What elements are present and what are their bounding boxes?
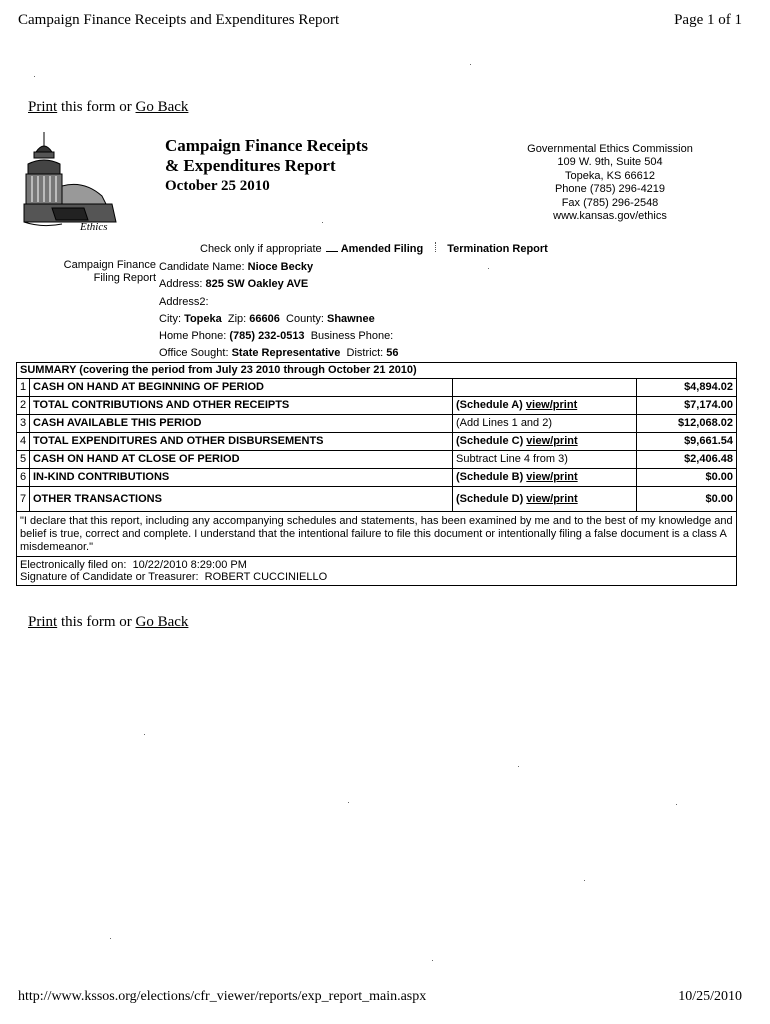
row-amount: $12,068.02	[677, 417, 733, 429]
row-schedule	[453, 379, 637, 396]
county-label: County:	[286, 312, 324, 325]
amended-filing-label: Amended Filing	[340, 243, 424, 255]
candidate-info	[159, 259, 399, 363]
page-number: Page 1 of 1	[674, 12, 742, 28]
candidate-name-label: Candidate Name:	[159, 261, 245, 273]
view-print-link[interactable]: view/print	[526, 493, 578, 505]
report-title-block	[165, 136, 368, 196]
go-back-link[interactable]: Go Back	[135, 99, 189, 115]
view-print-link[interactable]: view/print	[526, 435, 578, 447]
nav-middle-text: this form or	[60, 99, 132, 115]
report-title-line1: Campaign Finance Receipts	[165, 136, 369, 155]
scan-speck	[488, 268, 489, 269]
row-amount: $0.00	[705, 493, 733, 505]
row-label: OTHER TRANSACTIONS	[30, 487, 453, 511]
commission-address1: 109 W. 9th, Suite 504	[557, 156, 663, 169]
row-amount: $0.00	[705, 471, 733, 483]
row-label: CASH ON HAND AT CLOSE OF PERIOD	[30, 451, 453, 468]
commission-address	[510, 143, 710, 223]
summary-rows	[17, 379, 736, 512]
scan-speck	[348, 802, 349, 803]
top-nav	[28, 99, 188, 116]
filed-on-row	[20, 559, 733, 571]
address2-label: Address2:	[159, 295, 209, 308]
row-amount: $2,406.48	[684, 453, 733, 465]
row-schedule	[453, 487, 637, 511]
address-label: Address:	[159, 278, 203, 291]
filed-label: Electronically filed on:	[20, 559, 127, 571]
summary-row	[17, 451, 736, 469]
row-label: IN-KIND CONTRIBUTIONS	[30, 469, 453, 486]
footer-date: 10/25/2010	[678, 989, 742, 1004]
district-label: District:	[346, 347, 384, 360]
district-value: 56	[386, 347, 399, 360]
candidate-section-label: Campaign Finance Filing Report	[63, 259, 156, 284]
go-back-link-bottom[interactable]: Go Back	[135, 614, 189, 630]
scan-speck	[322, 222, 323, 223]
zip-value: 66606	[249, 312, 280, 325]
signature-name: ROBERT CUCCINIELLO	[204, 571, 328, 583]
city-row	[159, 311, 399, 328]
row-schedule	[453, 451, 637, 468]
row-schedule	[453, 415, 637, 432]
city-value: Topeka	[184, 312, 222, 325]
seal-label: Ethics	[80, 221, 108, 233]
signature-label: Signature of Candidate or Treasurer:	[20, 571, 199, 583]
bottom-nav	[28, 614, 188, 631]
report-title-line2: & Expenditures Report	[165, 156, 336, 175]
commission-web: www.kansas.gov/ethics	[553, 210, 667, 223]
summary-heading: SUMMARY (covering the period from July 23 2010 through October 21 2010)	[17, 363, 736, 379]
address2-row	[159, 294, 399, 311]
commission-city: Topeka, KS 66612	[565, 169, 655, 182]
summary-row	[17, 379, 736, 397]
print-link-bottom[interactable]: Print	[28, 614, 58, 630]
scan-speck	[110, 938, 111, 939]
row-number: 7	[17, 487, 30, 511]
row-label: TOTAL CONTRIBUTIONS AND OTHER RECEIPTS	[30, 397, 453, 414]
filed-date: 10/22/2010 8:29:00 PM	[132, 559, 247, 571]
row-number: 1	[17, 379, 30, 396]
scan-speck	[518, 766, 519, 767]
summary-table	[16, 362, 737, 586]
row-schedule	[453, 397, 637, 414]
summary-row	[17, 433, 736, 451]
scan-speck	[470, 64, 471, 65]
scan-speck	[34, 76, 35, 77]
phone-row	[159, 328, 399, 345]
row-number: 4	[17, 433, 30, 450]
row-number: 5	[17, 451, 30, 468]
candidate-name-row	[159, 259, 399, 276]
commission-name: Governmental Ethics Commission	[527, 143, 693, 155]
schedule-label: (Add Lines 1 and 2)	[456, 417, 553, 429]
zip-label: Zip:	[227, 312, 247, 325]
home-phone-label: Home Phone:	[159, 330, 227, 343]
check-label: Check only if appropriate	[200, 243, 322, 255]
scan-speck	[144, 734, 145, 735]
row-number: 6	[17, 469, 30, 486]
row-schedule	[453, 433, 637, 450]
report-date: October 25 2010	[165, 178, 270, 194]
office-value: State Representative	[231, 347, 341, 360]
amended-checkbox[interactable]	[326, 242, 338, 252]
office-row	[159, 345, 399, 362]
schedule-label: (Schedule B)	[456, 471, 524, 483]
row-amount: $9,661.54	[684, 435, 733, 447]
commission-phone: Phone (785) 296-4219	[554, 183, 666, 196]
row-label: CASH AVAILABLE THIS PERIOD	[30, 415, 453, 432]
row-label: TOTAL EXPENDITURES AND OTHER DISBURSEMENTS	[30, 433, 453, 450]
summary-row	[17, 469, 736, 487]
city-label: City:	[159, 312, 181, 325]
signature-row	[20, 571, 733, 583]
scan-speck	[432, 960, 433, 961]
summary-row	[17, 487, 736, 512]
schedule-label: Subtract Line 4 from 3)	[456, 453, 568, 465]
filing-info	[17, 557, 736, 585]
page-header-title: Campaign Finance Receipts and Expenditures Report	[18, 12, 340, 28]
footer-url: http://www.kssos.org/elections/cfr_viewer/reports/exp_report_main.aspx	[18, 989, 427, 1004]
row-amount: $7,174.00	[684, 399, 733, 411]
scan-speck	[584, 880, 585, 881]
row-amount: $4,894.02	[684, 381, 733, 393]
summary-row	[17, 415, 736, 433]
address-value: 825 SW Oakley AVE	[205, 278, 309, 291]
county-value: Shawnee	[327, 312, 375, 325]
row-number: 3	[17, 415, 30, 432]
termination-report-label: Termination Report	[447, 243, 548, 255]
schedule-label: (Schedule C)	[456, 435, 524, 447]
schedule-label: (Schedule A)	[456, 399, 523, 411]
termination-checkbox[interactable]	[435, 242, 437, 252]
view-print-link[interactable]: view/print	[526, 471, 578, 483]
commission-fax: Fax (785) 296-2548	[561, 196, 659, 209]
nav-middle-text-bottom: this form or	[60, 614, 132, 630]
home-phone-value: (785) 232-0513	[229, 330, 305, 343]
row-schedule	[453, 469, 637, 486]
summary-row	[17, 397, 736, 415]
business-phone-label: Business Phone:	[310, 330, 394, 343]
scan-speck	[676, 804, 677, 805]
address-row	[159, 276, 399, 293]
row-label: CASH ON HAND AT BEGINNING OF PERIOD	[30, 379, 453, 396]
office-label: Office Sought:	[159, 347, 229, 360]
schedule-label: (Schedule D)	[456, 493, 524, 505]
ethics-seal-logo	[22, 130, 118, 236]
row-number: 2	[17, 397, 30, 414]
print-link[interactable]: Print	[28, 99, 58, 115]
declaration-text: "I declare that this report, including any accompanying schedules and statements, has been examined by me and to the best of my knowledge and belief is true, correct and complete. I understand that the intentional failure to file this document or intentionally filing a false document is a class A misdemeanor."	[17, 512, 736, 557]
filing-type-line	[200, 242, 548, 255]
candidate-name: Nioce Becky	[247, 261, 314, 273]
view-print-link[interactable]: view/print	[525, 399, 578, 411]
